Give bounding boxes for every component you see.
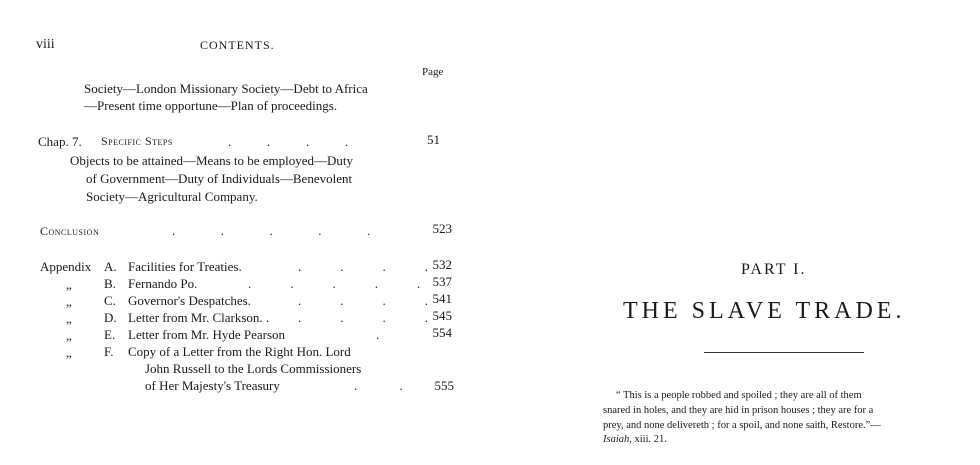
- part-title: THE SLAVE TRADE.: [623, 298, 906, 324]
- chap7-desc-line-2: of Government—Duty of Individuals—Benevolent: [86, 171, 353, 186]
- leader-dots: . . . .: [298, 259, 428, 274]
- appendix-a-page: 532: [432, 257, 452, 272]
- divider-rule: [704, 352, 864, 353]
- appendix-a-letter: A.: [104, 259, 117, 274]
- leader-dots: . . . . .: [248, 276, 421, 291]
- appendix-e-page: 554: [432, 325, 452, 340]
- ditto-mark: „: [66, 345, 72, 360]
- epigraph-source: [603, 433, 667, 447]
- appendix-b-letter: B.: [104, 276, 116, 291]
- ditto-mark: „: [66, 277, 72, 292]
- leader-dots: . . . .: [298, 310, 428, 325]
- part-title-page: [490, 0, 980, 465]
- appendix-c-letter: C.: [104, 293, 116, 308]
- ditto-mark: „: [66, 328, 72, 343]
- toc-entry-chap7-label: Chap. 7.: [38, 134, 82, 149]
- appendix-f-title: Copy of a Letter from the Right Hon. Lord: [128, 344, 351, 359]
- appendix-c-title: Governor's Despatches.: [128, 293, 251, 308]
- appendix-d-letter: D.: [104, 310, 117, 325]
- folio-number: viii: [36, 37, 55, 52]
- leader-dots: . . . .: [298, 293, 428, 308]
- leader-dots: . . . .: [228, 134, 349, 149]
- appendix-d-title: Letter from Mr. Clarkson. .: [128, 310, 270, 325]
- appendix-label: Appendix: [40, 259, 92, 274]
- epigraph-source-book: Isaiah,: [603, 434, 632, 445]
- epigraph-source-ref: xiii. 21.: [634, 434, 667, 445]
- appendix-b-title: Fernando Po.: [128, 276, 198, 291]
- running-header: CONTENTS.: [200, 38, 275, 52]
- chap7-desc-line-3: Society—Agricultural Company.: [86, 189, 258, 204]
- appendix-e-title: Letter from Mr. Hyde Pearson: [128, 327, 286, 342]
- leader-dots: . . . . .: [172, 223, 371, 238]
- continued-line-2: —Present time opportune—Plan of proceedings.: [84, 98, 338, 113]
- appendix-f-title-line-3: of Her Majesty's Treasury: [145, 378, 280, 393]
- page-column-label: Page: [422, 66, 444, 78]
- appendix-e-letter: E.: [104, 327, 116, 342]
- appendix-f-title-line-2: John Russell to the Lords Commissioners: [145, 361, 362, 376]
- appendix-d-page: 545: [432, 308, 452, 323]
- ditto-mark: „: [66, 294, 72, 309]
- appendix-c-page: 541: [432, 291, 452, 306]
- epigraph-line-2: snared in holes, and they are hid in prison houses ; they are for a: [603, 405, 874, 416]
- toc-entry-chap7-title: Specific Steps: [101, 134, 173, 148]
- epigraph-line-3: prey, and none delivereth ; for a spoil, and none saith, Restore.”—: [603, 420, 881, 431]
- appendix-a-title: Facilities for Treaties.: [128, 259, 242, 274]
- leader-dots: .: [376, 327, 380, 342]
- appendix-f-letter: F.: [104, 344, 114, 359]
- appendix-b-page: 537: [432, 274, 452, 289]
- toc-entry-chap7-page: 51: [427, 132, 440, 147]
- continued-line-1: Society—London Missionary Society—Debt to Africa: [84, 81, 368, 96]
- epigraph-line-1: “ This is a people robbed and spoiled ; they are all of them: [616, 390, 862, 401]
- part-label: PART I.: [741, 261, 807, 278]
- chap7-desc-line-1: Objects to be attained—Means to be employed—Duty: [70, 153, 354, 168]
- leader-dots: . .: [354, 378, 403, 393]
- appendix-f-page: 555: [434, 378, 454, 393]
- ditto-mark: „: [66, 311, 72, 326]
- toc-entry-conclusion-title: Conclusion: [40, 224, 100, 238]
- toc-entry-conclusion-page: 523: [432, 221, 452, 236]
